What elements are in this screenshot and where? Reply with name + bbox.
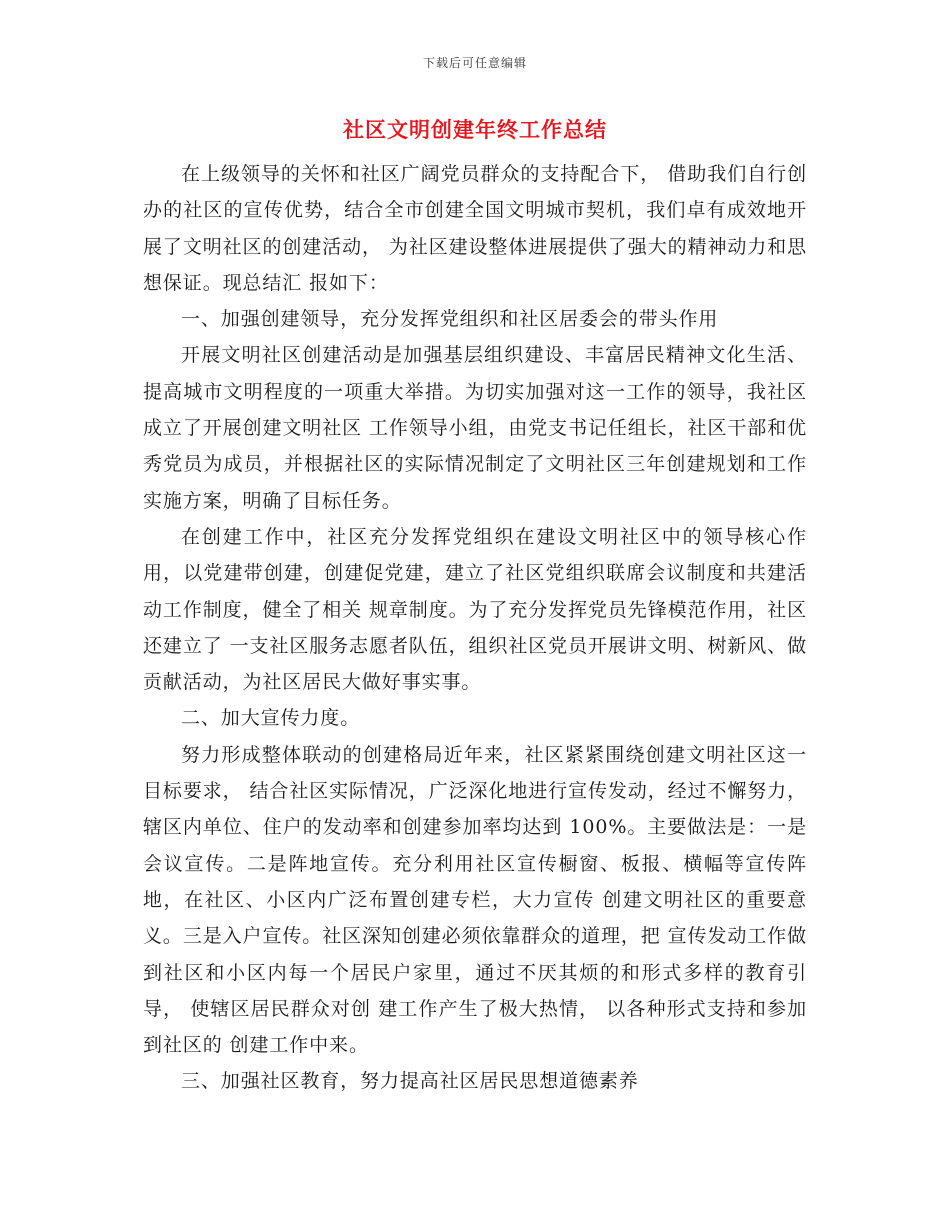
section-heading-2: 二、加大宣传力度。 [181, 707, 361, 730]
document-body [143, 156, 807, 1100]
paragraph-section-1b: 在创建工作中，社区充分发挥党组织在建设文明社区中的领导核心作用，以党建带创建，创建促党建，建立了社区党组织联席会议制度和共建活动工作制度，健全了相关 规章制度。为了充分发挥党员先锋模范作用，社区还建立了 一支社区服务志愿者队伍，组织社区党员开展讲文明、树新风、做贡献活动，为社区居民大做好事实事。 [143, 525, 807, 694]
paragraph-section-1a: 开展文明社区创建活动是加强基层组织建设、丰富居民精神文化生活、提高城市文明程度的一项重大举措。为切实加强对这一工作的领导，我社区成立了开展创建文明社区 工作领导小组，由党支书记任组长，社区干部和优秀党员为成员，并根据社区的实际情况制定了文明社区三年创建规划和工作实施方案，明确了目标任务。 [143, 344, 807, 512]
paragraph-intro: 在上级领导的关怀和社区广阔党员群众的支持配合下， 借助我们自行创办的社区的宣传优势，结合全市创建全国文明城市契机，我们卓有成效地开展了文明社区的创建活动， 为社区建设整体进展提供了强大的精神动力和思想保证。现总结汇 报如下： [143, 163, 807, 294]
section-heading-3: 三、加强社区教育，努力提高社区居民思想道德素养 [181, 1070, 639, 1093]
document-title: 社区文明创建年终工作总结 [343, 118, 607, 142]
header-note: 下载后可任意编辑 [422, 56, 527, 70]
section-heading-1: 一、加强创建领导，充分发挥党组织和社区居委会的带头作用 [181, 308, 719, 331]
paragraph-section-2: 努力形成整体联动的创建格局近年来，社区紧紧围绕创建文明社区这一目标要求， 结合社区实际情况，广泛深化地进行宣传发动，经过不懈努力，辖区内单位、住户的发动率和创建参加率均达到 100%。主要做法是：一是会议宣传。二是阵地宣传。充分利用社区宣传橱窗、板报、横幅等宣传阵地，在社区、小区内广泛布置创建专栏，大力宣传 创建文明社区的重要意义。三是入户宣传。社区深知创建必须依靠群众的道理，把 宣传发动工作做到社区和小区内每一个居民户家里，通过不厌其烦的和形式多样的教育引导， 使辖区居民群众对创 建工作产生了极大热情， 以各种形式支持和参加到社区的 创建工作中来。 [143, 743, 807, 1057]
